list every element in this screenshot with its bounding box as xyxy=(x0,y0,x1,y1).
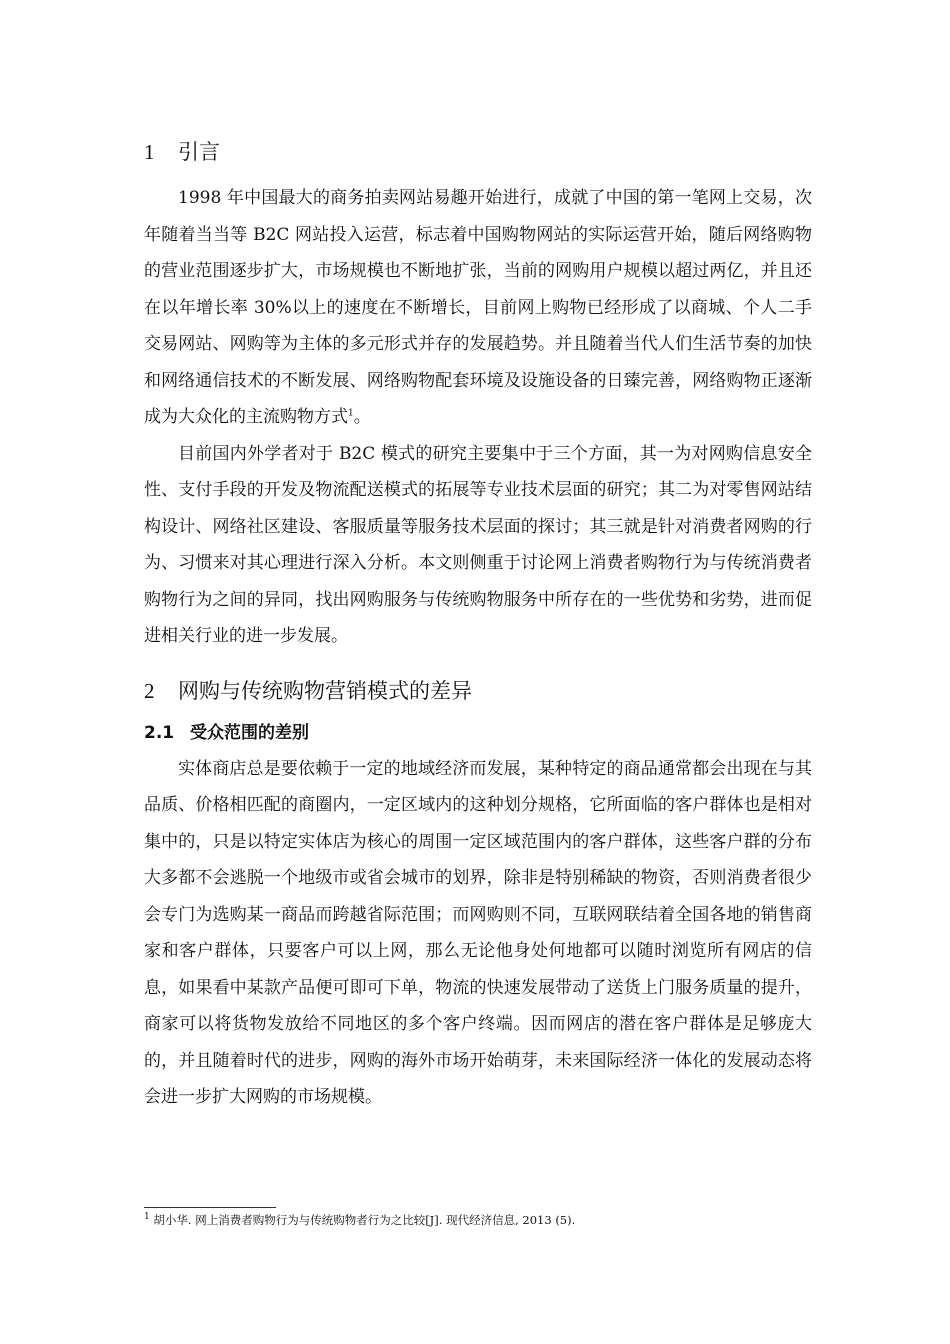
section-heading-2 xyxy=(144,667,812,715)
subsection-paragraph: 实体商店总是要依赖于一定的地域经济而发展，某种特定的商品通常都会出现在与其品质、价格相匹配的商圈内，一定区域内的这种划分规格，它所面临的客户群体也是相对集中的，只是以特定实体店为核心的周围一定区域范围内的客户群体，这些客户群的分布大多都不会逃脱一个地级市或省会城市的划界，除非是特别稀缺的物资，否则消费者很少会专门为选购某一商品而跨越省际范围；而网购则不同，互联网联结着全国各地的销售商家和客户群体，只要客户可以上网，那么无论他身处何地都可以随时浏览所有网店的信息，如果看中某款产品便可即可下单，物流的快速发展带动了送货上门服务质量的提升，商家可以将货物发放给不同地区的多个客户终端。因而网店的潜在客户群体是足够庞大的，并且随着时代的进步，网购的海外市场开始萌芽，未来国际经济一体化的发展动态将会进一步扩大网购的市场规模。 xyxy=(144,758,812,1107)
intro-paragraph-1 xyxy=(144,180,812,436)
intro-paragraph-2: 目前国内外学者对于 B2C 模式的研究主要集中于三个方面，其一为对网购信息安全性、支付手段的开发及物流配送模式的拓展等专业技术层面的研究；其二为对零售网站结构设计、网络社区建设、客服质量等服务技术层面的探讨；其三就是针对消费者网购的行为、习惯来对其心理进行深入分析。本文则侧重于讨论网上消费者购物行为与传统消费者购物行为之间的异同，找出网购服务与传统购物服务中所存在的一些优势和劣势，进而促进相关行业的进一步发展。 xyxy=(144,443,812,646)
footnote-reference[interactable]: 1 xyxy=(348,408,354,419)
section-title: 引言 xyxy=(178,140,220,164)
document-body xyxy=(144,128,812,1116)
section-heading-1 xyxy=(144,128,812,176)
paragraph-text: 1998 年中国最大的商务拍卖网站易趣开始进行，成就了中国的第一笔网上交易，次年随着当当等 B2C 网站投入运营，标志着中国购物网站的实际运营开始，随后网络购物的营业范围逐步扩大，市场规模也不断地扩张，当前的网购用户规模以超过两亿，并且还在以年增长率 30%以上的速度在不断增长，目前网上购物已经形成了以商城、个人二手交易网站、网购等为主体的多元形式并存的发展趋势。并且随着当代人们生活节奏的加快和网络通信技术的不断发展、网络购物配套环境及设施设备的日臻完善，网络购物正逐渐成为大众化的主流购物方式 xyxy=(144,188,812,427)
subsection-number: 2.1 xyxy=(144,722,175,743)
section-number: 2 xyxy=(144,678,155,703)
subsection-heading-2-1 xyxy=(144,715,812,751)
paragraph-end: 。 xyxy=(353,407,371,427)
footnote-text: 胡小华. 网上消费者购物行为与传统购物者行为之比较[J]. 现代经济信息, 2013 (5). xyxy=(153,1213,576,1227)
footnote-divider xyxy=(144,1207,276,1208)
section-title: 网购与传统购物营销模式的差异 xyxy=(178,678,472,703)
footnote xyxy=(144,1212,812,1228)
footnote-mark: 1 xyxy=(144,1212,150,1223)
subsection-title: 受众范围的差别 xyxy=(190,722,309,743)
section-number: 1 xyxy=(144,140,155,164)
